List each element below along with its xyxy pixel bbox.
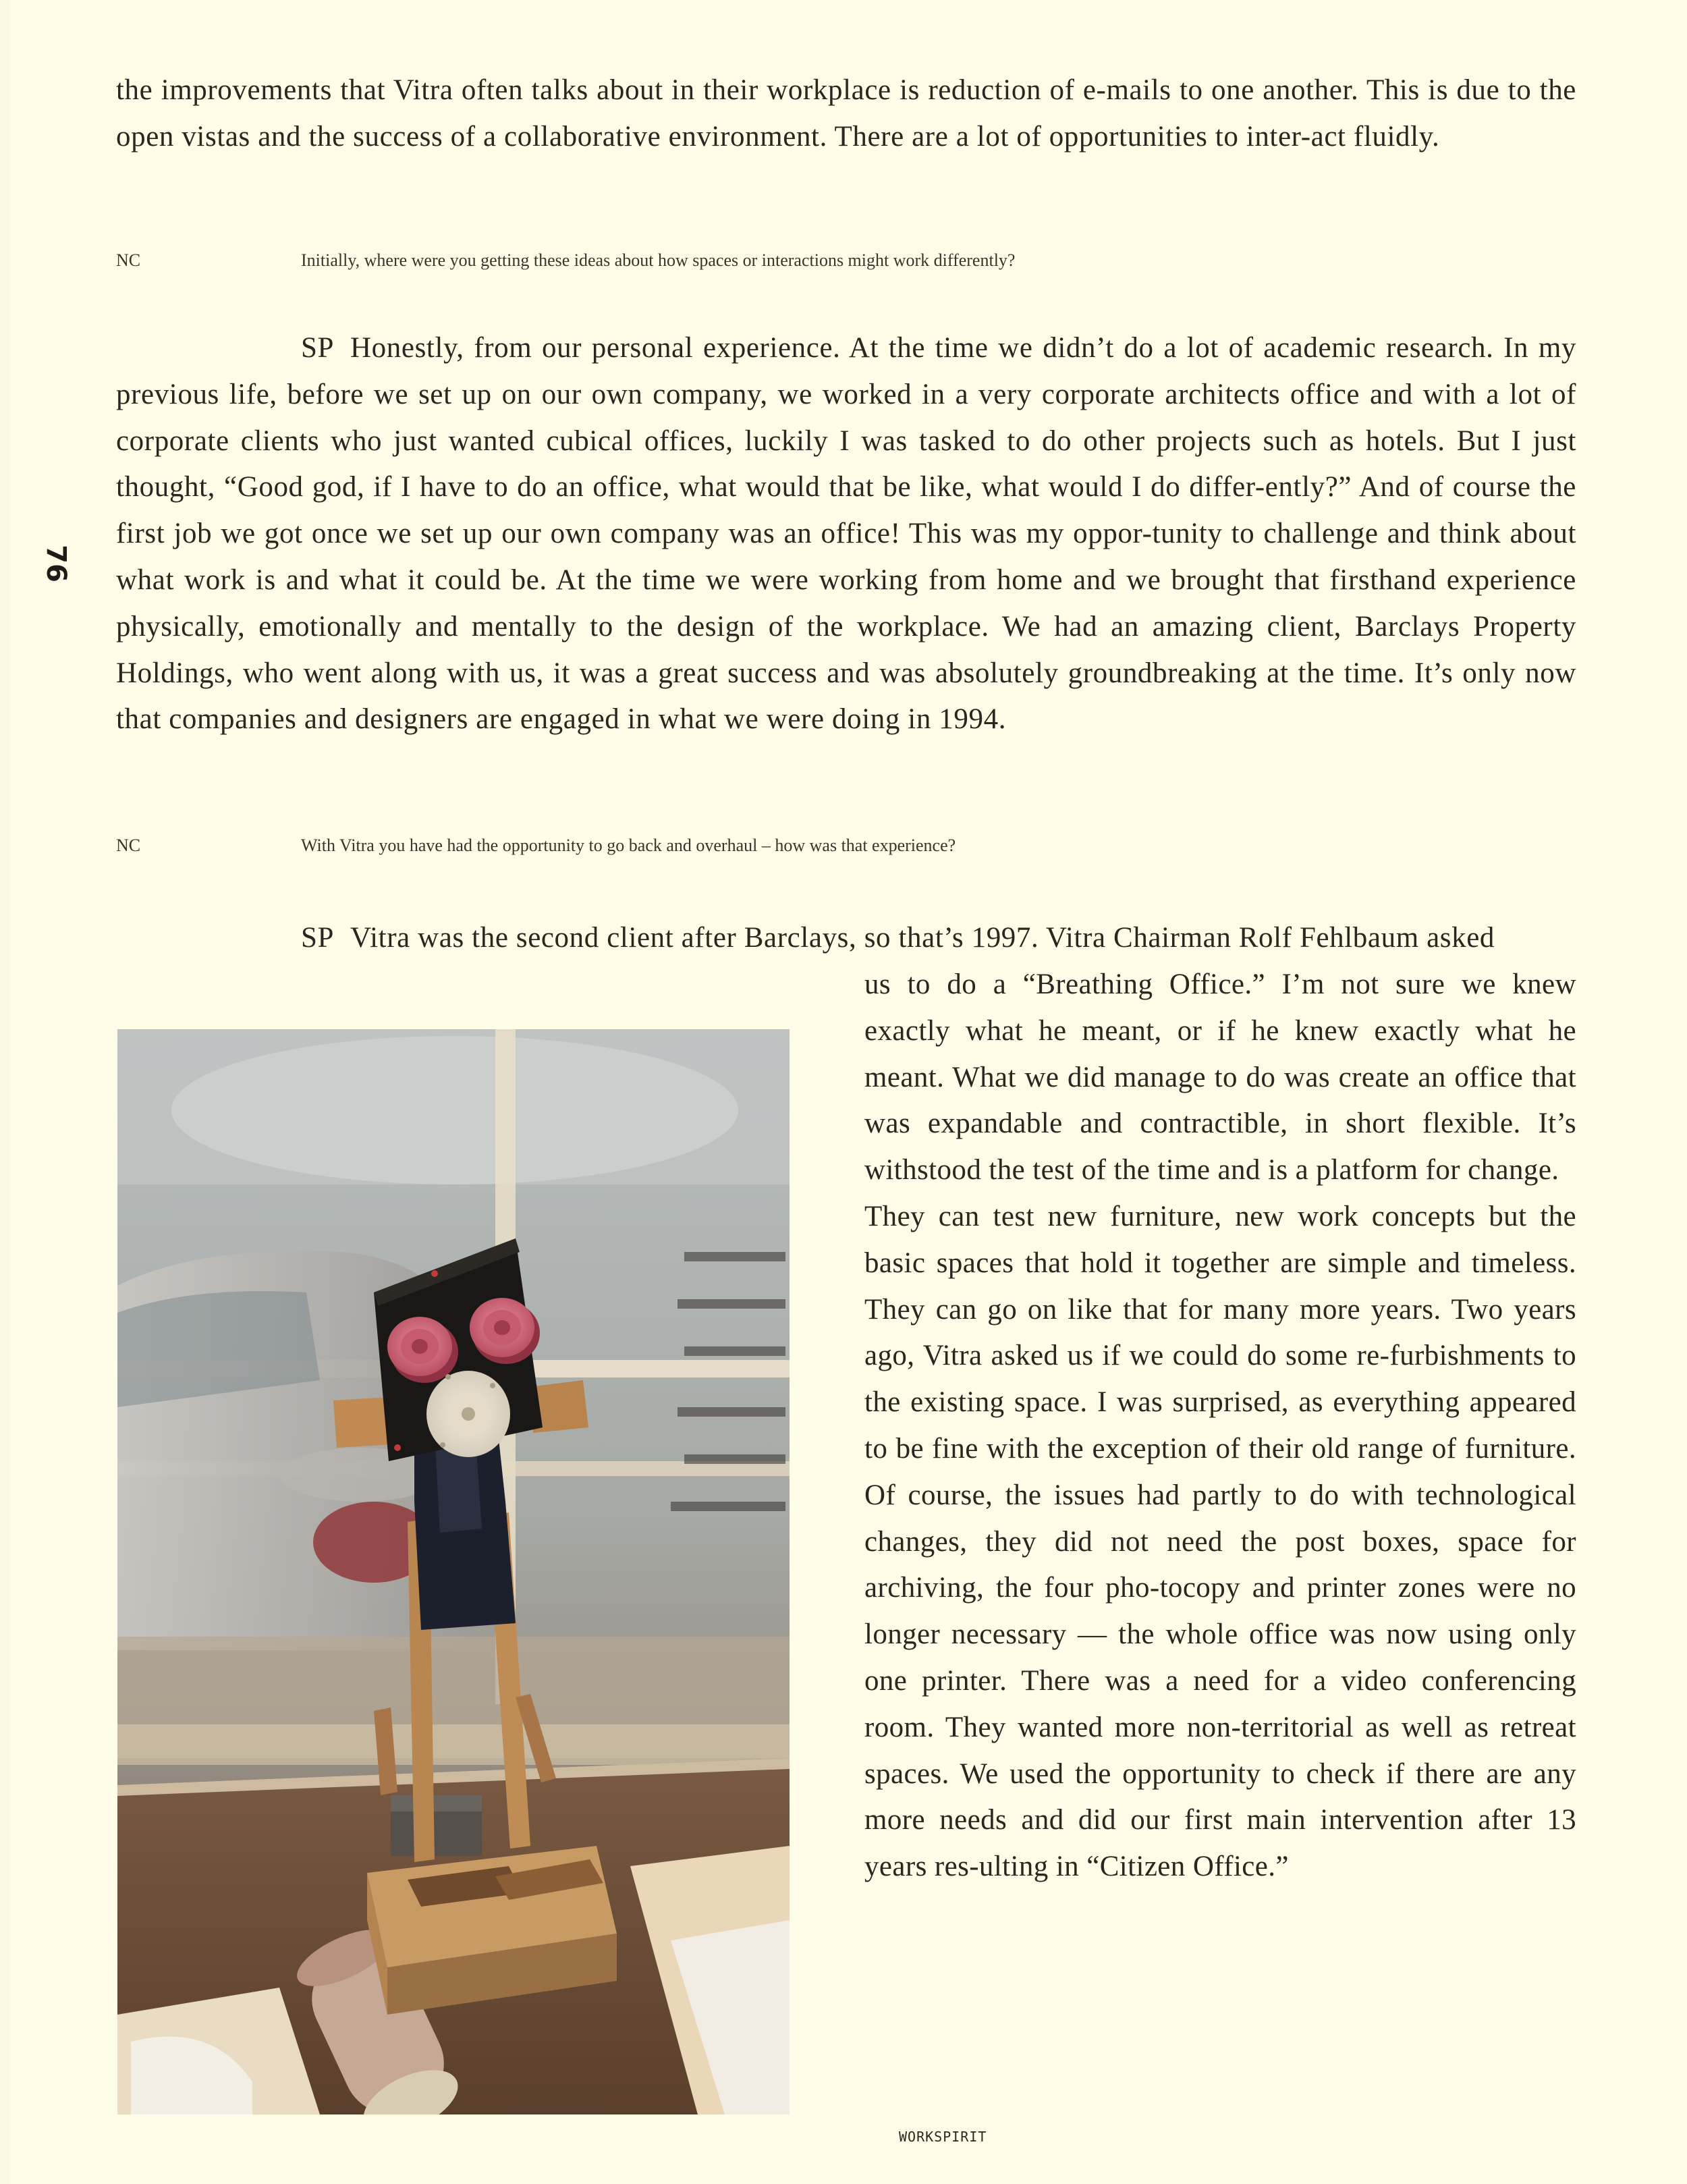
question-2-text: With Vitra you have had the opportunity to go back and overhaul – how was that experience? bbox=[301, 836, 956, 855]
robot-figure-illustration bbox=[117, 1029, 790, 2114]
answer-1-text: Honestly, from our personal experience. At the time we didn’t do a lot of academic research. In my previous life, before we set up on our own company, we worked in a very corporate architects office and with a lot of corporate clients who just wanted cubical offices, luckily I was tasked to do other projects such as hotels. But I just thought, “Good god, if I have to do an office, what would that be like, what would I do differ-ently?” And of course the first job we got once we set up our own company was an office! This was my oppor-tunity to challenge and think about what work is and what it could be. At the time we were working from home and we brought that firsthand experience physically, emotionally and mentally to the design of the workplace. We had an amazing client, Barclays Property Holdings, who went along with us, it was a great success and was absolutely groundbreaking at the time. It’s only now that companies and designers are engaged in what we were doing in 1994. bbox=[116, 332, 1576, 736]
answer-1 bbox=[116, 325, 1576, 743]
answer-2-speaker: SP bbox=[301, 922, 335, 954]
answer-2-column bbox=[864, 962, 1576, 1890]
question-2-speaker: NC bbox=[116, 836, 141, 855]
answer-1-speaker: SP bbox=[301, 332, 335, 364]
question-1-text: Initially, where were you getting these ideas about how spaces or interactions might work differently? bbox=[301, 250, 1016, 270]
question-1-speaker: NC bbox=[116, 250, 141, 270]
intro-paragraph: the improvements that Vitra often talks about in their workplace is reduction of e-mails to one another. This is due to the open vistas and the success of a collaborative environment. There are a lot of opportunities to inter-act fluidly. bbox=[116, 74, 1576, 153]
footer-magazine-name: WORKSPIRIT bbox=[899, 2129, 987, 2145]
answer-2-lead-text: Vitra was the second client after Barclays, so that’s 1997. Vitra Chairman Rolf Fehlbaum asked bbox=[350, 922, 1495, 954]
robot-figure-photo bbox=[117, 1029, 790, 2114]
answer-2-lead bbox=[301, 915, 1576, 962]
page-edge bbox=[0, 0, 9, 2184]
answer-2-paragraph-1: us to do a “Breathing Office.” I’m not sure we knew exactly what he meant, or if he knew exactly what he meant. What we did manage to do was create an office that was expandable and contractible, in short flexible. It’s withstood the test of the time and is a platform for change. bbox=[864, 968, 1576, 1186]
page-number: 76 bbox=[40, 545, 72, 582]
answer-2-paragraph-2: They can test new furniture, new work concepts but the basic spaces that hold it together are simple and timeless. They can go on like that for many more years. Two years ago, Vitra asked us if we could do some re-furbishments to the existing space. I was surprised, as everything appeared to be fine with the exception of their old range of furniture. Of course, the issues had partly to do with technological changes, they did not need the post boxes, space for archiving, the four pho-tocopy and printer zones were no longer necessary — the whole office was now using only one printer. There was a need for a video conferencing room. They wanted more non-territorial as well as retreat spaces. We used the opportunity to check if there are any more needs and did our first main intervention after 13 years res-ulting in “Citizen Office.” bbox=[864, 1200, 1576, 1883]
